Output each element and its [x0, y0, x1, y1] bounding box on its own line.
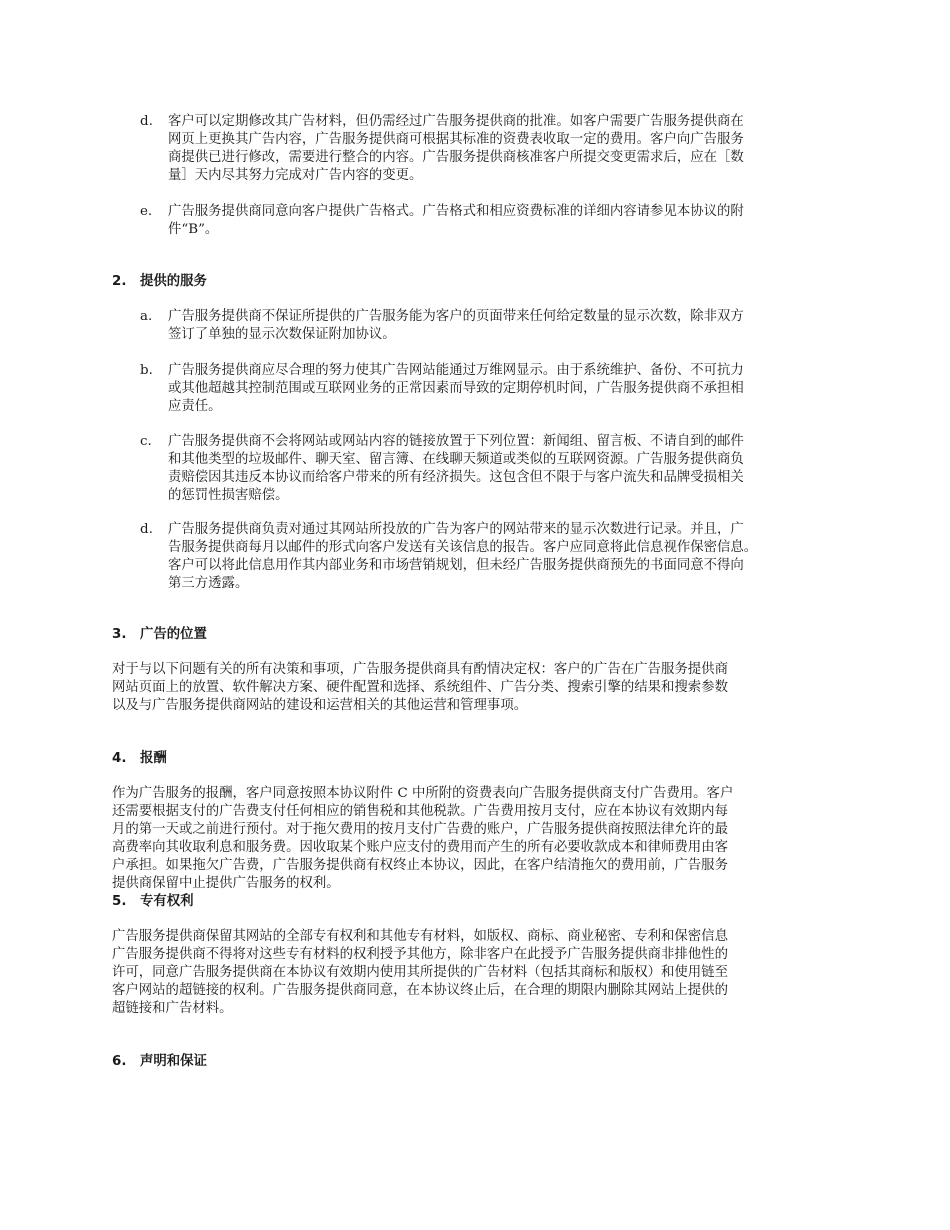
- item-line: 广告服务提供商同意向客户提供广告格式。广告格式和相应资费标准的详细内容请参见本协议的附: [168, 204, 744, 219]
- section5-line: 广告服务提供商保留其网站的全部专有权利和其他专有材料，如版权、商标、商业秘密、专利和保密信息: [112, 929, 728, 944]
- section4-line: 作为广告服务的报酬，客户同意按照本协议附件 C 中所附的资费表向广告服务提供商支付广告费用。客户: [112, 786, 734, 801]
- item-line: 网页上更换其广告内容，广告服务提供商可根据其标准的资费表收取一定的费用。客户向广告服务: [168, 132, 744, 147]
- item-line: 第三方透露。: [168, 576, 249, 591]
- item-line: 量］天内尽其努力完成对广告内容的变更。: [168, 168, 423, 183]
- section-number: 5.: [112, 894, 127, 909]
- item-line: 广告服务提供商负责对通过其网站所投放的广告为客户的网站带来的显示次数进行记录。并且，广: [168, 522, 744, 537]
- section-number: 3.: [112, 627, 127, 642]
- item-label: b.: [140, 363, 153, 378]
- item-line: 广告服务提供商不会将网站或网站内容的链接放置于下列位置：新闻组、留言板、不请自到的邮件: [168, 434, 744, 449]
- section5-line: 广告服务提供商不得将对这些专有材料的权利授予其他方，除非客户在此授予广告服务提供商非排他性的: [112, 947, 728, 962]
- section4-line: 高费率向其收取利息和服务费。因收取某个账户应支付的费用而产生的所有必要收款成本和律师费用由客: [112, 840, 728, 855]
- section3-heading: [112, 626, 207, 644]
- section-title: 报酬: [140, 751, 167, 766]
- section-title: 提供的服务: [140, 274, 207, 289]
- section4-line: 还需要根据支付的广告费支付任何相应的销售税和其他税款。广告费用按月支付，应在本协议有效期内每: [112, 804, 728, 819]
- section-number: 2.: [112, 274, 127, 289]
- section-title: 广告的位置: [140, 627, 207, 642]
- section4-line: 提供商保留中止提供广告服务的权利。: [112, 876, 340, 891]
- item-line: 客户可以定期修改其广告材料，但仍需经过广告服务提供商的批准。如客户需要广告服务提供商在: [168, 114, 744, 129]
- section2-heading: [112, 273, 207, 291]
- item-line: 和其他类型的垃圾邮件、聊天室、留言簿、在线聊天频道或类似的互联网资源。广告服务提供商负: [168, 452, 744, 467]
- item-line: 告服务提供商每月以邮件的形式向客户发送有关该信息的报告。客户应同意将此信息视作保密信息。: [168, 540, 758, 555]
- section3-line: 对于与以下问题有关的所有决策和事项，广告服务提供商具有酌情决定权：客户的广告在广告服务提供商: [112, 662, 728, 677]
- section4-line: 月的第一天或之前进行预付。对于拖欠费用的按月支付广告费的账户，广告服务提供商按照法律允许的最: [112, 822, 728, 837]
- item-line: 客户可以将此信息用作其内部业务和市场营销规划，但未经广告服务提供商预先的书面同意不得向: [168, 558, 744, 573]
- section-title: 专有权利: [140, 894, 194, 909]
- section4-line: 户承担。如果拖欠广告费，广告服务提供商有权终止本协议，因此，在客户结清拖欠的费用前，广告服务: [112, 858, 728, 873]
- section-number: 4.: [112, 751, 127, 766]
- item-line: 件“B”。: [168, 222, 219, 237]
- section5-line: 许可，同意广告服务提供商在本协议有效期内使用其所提供的广告材料（包括其商标和版权）和使用链至: [112, 965, 728, 980]
- section3-line: 以及与广告服务提供商网站的建设和运营相关的其他运营和管理事项。: [112, 698, 528, 713]
- section5-line: 超链接和广告材料。: [112, 1001, 233, 1016]
- item-label: d.: [140, 522, 153, 537]
- section5-line: 客户网站的超链接的权利。广告服务提供商同意，在本协议终止后，在合理的期限内删除其网站上提供的: [112, 983, 728, 998]
- section-number: 6.: [112, 1054, 127, 1069]
- section-title: 声明和保证: [140, 1054, 207, 1069]
- item-label: d.: [140, 114, 153, 129]
- item-line: 或其他超越其控制范围或互联网业务的正常因素而导致的定期停机时间，广告服务提供商不承担相: [168, 381, 744, 396]
- section5-heading: [112, 893, 194, 911]
- item-line: 商提供已进行修改，需要进行整合的内容。广告服务提供商核准客户所提交变更需求后，应在［数: [168, 150, 744, 165]
- section4-heading: [112, 750, 167, 768]
- item-label: a.: [140, 309, 153, 324]
- item-line: 责赔偿因其违反本协议而给客户带来的所有经济损失。这包含但不限于与客户流失和品牌受损相关: [168, 470, 744, 485]
- section3-line: 网站页面上的放置、软件解决方案、硬件配置和选择、系统组件、广告分类、搜索引擎的结果和搜索参数: [112, 680, 728, 695]
- section6-heading: [112, 1053, 207, 1071]
- item-line: 广告服务提供商应尽合理的努力使其广告网站能通过万维网显示。由于系统维护、备份、不可抗力: [168, 363, 744, 378]
- item-line: 应责任。: [168, 399, 222, 414]
- item-line: 广告服务提供商不保证所提供的广告服务能为客户的页面带来任何给定数量的显示次数，除非双方: [168, 309, 744, 324]
- item-label: c.: [140, 434, 152, 449]
- item-line: 签订了单独的显示次数保证附加协议。: [168, 327, 396, 342]
- item-line: 的惩罚性损害赔偿。: [168, 488, 289, 503]
- item-label: e.: [140, 204, 153, 219]
